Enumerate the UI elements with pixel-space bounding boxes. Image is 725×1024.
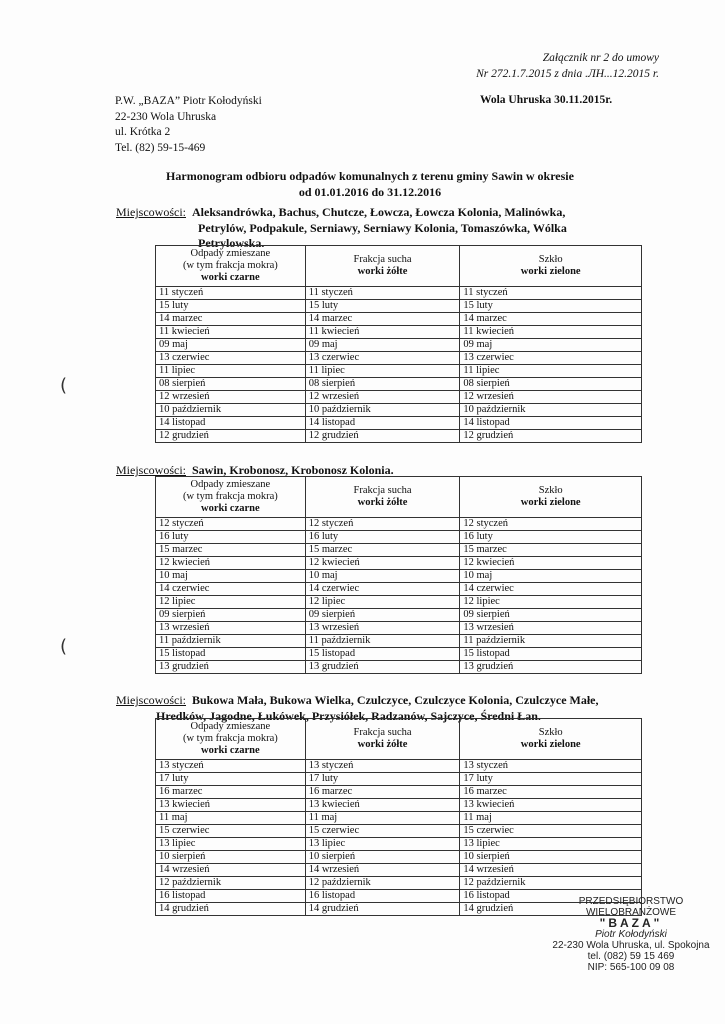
cell-dry-fraction-date: 14 listopad: [305, 417, 460, 430]
stamp-line-3: Piotr Kołodyński: [595, 929, 667, 940]
cell-glass-date: 16 luty: [460, 531, 642, 544]
table-row: [156, 300, 642, 313]
cell-mixed-waste-date: 16 marzec: [156, 786, 306, 799]
table-row: [156, 609, 642, 622]
header-mixed-waste: Odpady zmieszane (w tym frakcja mokra) worki czarne: [156, 477, 306, 518]
cell-glass-date: 14 grudzień: [460, 903, 642, 916]
cell-mixed-waste-date: 15 luty: [156, 300, 306, 313]
header-glass: Szkło worki zielone: [460, 719, 642, 760]
stamp-line-4: 22-230 Wola Uhruska, ul. Spokojna: [552, 940, 710, 951]
cell-mixed-waste-date: 14 wrzesień: [156, 864, 306, 877]
table-row: [156, 661, 642, 674]
cell-glass-date: 14 czerwiec: [460, 583, 642, 596]
locations-3-line-2: Hredków, Jagodne, Łukówek, Przysiółek, Radzanów, Sajczyce, Średni Łan.: [156, 708, 541, 723]
cell-glass-date: 08 sierpień: [460, 378, 642, 391]
cell-dry-fraction-date: 12 wrzesień: [305, 391, 460, 404]
table-row: [156, 851, 642, 864]
locations-2-line-1: Sawin, Krobonosz, Krobonosz Kolonia.: [192, 463, 394, 477]
cell-mixed-waste-date: 15 marzec: [156, 544, 306, 557]
table-header-row: [156, 719, 642, 760]
cell-glass-date: 14 marzec: [460, 313, 642, 326]
table-row: [156, 570, 642, 583]
table-row: [156, 877, 642, 890]
table-row: [156, 812, 642, 825]
cell-dry-fraction-date: 13 grudzień: [305, 661, 460, 674]
sender-street: ul. Krótka 2: [115, 126, 171, 138]
annex-line-1: Załącznik nr 2 do umowy: [542, 52, 659, 64]
cell-mixed-waste-date: 10 październik: [156, 404, 306, 417]
punch-hole-mark: (: [60, 375, 68, 396]
cell-dry-fraction-date: 12 grudzień: [305, 430, 460, 443]
cell-glass-date: 13 lipiec: [460, 838, 642, 851]
cell-dry-fraction-date: 13 lipiec: [305, 838, 460, 851]
table-row: [156, 864, 642, 877]
cell-dry-fraction-date: 16 marzec: [305, 786, 460, 799]
table-row: [156, 326, 642, 339]
cell-mixed-waste-date: 14 marzec: [156, 313, 306, 326]
cell-glass-date: 14 listopad: [460, 417, 642, 430]
cell-glass-date: 15 listopad: [460, 648, 642, 661]
cell-mixed-waste-date: 12 grudzień: [156, 430, 306, 443]
table-row: [156, 838, 642, 851]
cell-glass-date: 16 listopad: [460, 890, 642, 903]
cell-glass-date: 14 wrzesień: [460, 864, 642, 877]
title-line-1: Harmonogram odbioru odpadów komunalnych z terenu gminy Sawin w okresie: [166, 169, 574, 183]
table-row: [156, 635, 642, 648]
cell-dry-fraction-date: 10 sierpień: [305, 851, 460, 864]
table-row: [156, 544, 642, 557]
annex-reference: [476, 50, 659, 82]
cell-dry-fraction-date: 13 czerwiec: [305, 352, 460, 365]
table-row: [156, 799, 642, 812]
cell-dry-fraction-date: 11 maj: [305, 812, 460, 825]
locations-label: Miejscowości:: [116, 205, 186, 219]
cell-glass-date: 12 kwiecień: [460, 557, 642, 570]
cell-dry-fraction-date: 13 styczeń: [305, 760, 460, 773]
cell-mixed-waste-date: 12 wrzesień: [156, 391, 306, 404]
stamp-line-1: PRZEDSIĘBIORSTWO WIELOBRANŻOWE: [578, 896, 684, 918]
stamp-line-5: tel. (082) 59 15 469: [587, 951, 675, 962]
table-row: [156, 622, 642, 635]
cell-mixed-waste-date: 14 grudzień: [156, 903, 306, 916]
locations-1-line-2: Petrylów, Podpakule, Serniawy, Serniawy Kolonia, Tomaszówka, Wólka: [198, 220, 567, 235]
table-row: [156, 557, 642, 570]
cell-dry-fraction-date: 08 sierpień: [305, 378, 460, 391]
schedule-table-2: [155, 476, 642, 674]
table-row: [156, 339, 642, 352]
cell-dry-fraction-date: 10 maj: [305, 570, 460, 583]
cell-glass-date: 12 październik: [460, 877, 642, 890]
table-row: [156, 760, 642, 773]
cell-glass-date: 13 styczeń: [460, 760, 642, 773]
cell-dry-fraction-date: 14 wrzesień: [305, 864, 460, 877]
cell-mixed-waste-date: 13 kwiecień: [156, 799, 306, 812]
cell-glass-date: 17 luty: [460, 773, 642, 786]
table-row: [156, 365, 642, 378]
cell-glass-date: 12 grudzień: [460, 430, 642, 443]
cell-dry-fraction-date: 13 wrzesień: [305, 622, 460, 635]
cell-dry-fraction-date: 11 lipiec: [305, 365, 460, 378]
cell-glass-date: 09 sierpień: [460, 609, 642, 622]
table-row: [156, 583, 642, 596]
table-row: [156, 825, 642, 838]
cell-mixed-waste-date: 15 listopad: [156, 648, 306, 661]
header-mixed-waste: Odpady zmieszane (w tym frakcja mokra) worki czarne: [156, 246, 306, 287]
cell-dry-fraction-date: 14 czerwiec: [305, 583, 460, 596]
cell-glass-date: 13 grudzień: [460, 661, 642, 674]
sender-city: 22-230 Wola Uhruska: [115, 110, 217, 123]
cell-dry-fraction-date: 13 kwiecień: [305, 799, 460, 812]
cell-glass-date: 12 lipiec: [460, 596, 642, 609]
sender-address: [115, 94, 262, 156]
cell-mixed-waste-date: 12 październik: [156, 877, 306, 890]
cell-mixed-waste-date: 12 lipiec: [156, 596, 306, 609]
schedule-table-1: [155, 245, 642, 443]
cell-mixed-waste-date: 17 luty: [156, 773, 306, 786]
header-glass: Szkło worki zielone: [460, 477, 642, 518]
cell-mixed-waste-date: 13 wrzesień: [156, 622, 306, 635]
locations-3-line-1: Bukowa Mała, Bukowa Wielka, Czulczyce, Czulczyce Kolonia, Czulczyce Małe,: [192, 693, 599, 707]
cell-mixed-waste-date: 10 maj: [156, 570, 306, 583]
table-row: [156, 378, 642, 391]
cell-dry-fraction-date: 15 listopad: [305, 648, 460, 661]
cell-dry-fraction-date: 14 grudzień: [305, 903, 460, 916]
cell-glass-date: 11 październik: [460, 635, 642, 648]
document-title: [140, 168, 600, 200]
header-dry-fraction: Frakcja sucha worki żółte: [305, 719, 460, 760]
cell-dry-fraction-date: 12 lipiec: [305, 596, 460, 609]
cell-mixed-waste-date: 09 sierpień: [156, 609, 306, 622]
cell-dry-fraction-date: 12 październik: [305, 877, 460, 890]
cell-glass-date: 10 październik: [460, 404, 642, 417]
cell-dry-fraction-date: 10 październik: [305, 404, 460, 417]
locations-label: Miejscowości:: [116, 693, 186, 707]
cell-dry-fraction-date: 12 kwiecień: [305, 557, 460, 570]
cell-glass-date: 15 luty: [460, 300, 642, 313]
cell-glass-date: 11 styczeń: [460, 287, 642, 300]
company-stamp: [537, 896, 725, 973]
cell-mixed-waste-date: 15 czerwiec: [156, 825, 306, 838]
cell-dry-fraction-date: 09 maj: [305, 339, 460, 352]
cell-glass-date: 13 czerwiec: [460, 352, 642, 365]
table-row: [156, 404, 642, 417]
cell-mixed-waste-date: 13 lipiec: [156, 838, 306, 851]
cell-dry-fraction-date: 15 czerwiec: [305, 825, 460, 838]
cell-mixed-waste-date: 14 listopad: [156, 417, 306, 430]
cell-mixed-waste-date: 12 kwiecień: [156, 557, 306, 570]
cell-dry-fraction-date: 16 luty: [305, 531, 460, 544]
cell-dry-fraction-date: 12 styczeń: [305, 518, 460, 531]
cell-mixed-waste-date: 09 maj: [156, 339, 306, 352]
cell-glass-date: 11 kwiecień: [460, 326, 642, 339]
schedule-table-3: [155, 718, 642, 916]
table-row: [156, 352, 642, 365]
cell-dry-fraction-date: 17 luty: [305, 773, 460, 786]
table-row: [156, 786, 642, 799]
table-row: [156, 648, 642, 661]
cell-dry-fraction-date: 16 listopad: [305, 890, 460, 903]
table-row: [156, 430, 642, 443]
table-row: [156, 518, 642, 531]
cell-glass-date: 16 marzec: [460, 786, 642, 799]
cell-glass-date: 09 maj: [460, 339, 642, 352]
cell-mixed-waste-date: 13 grudzień: [156, 661, 306, 674]
cell-glass-date: 15 marzec: [460, 544, 642, 557]
cell-glass-date: 10 sierpień: [460, 851, 642, 864]
table-row: [156, 596, 642, 609]
cell-glass-date: 12 wrzesień: [460, 391, 642, 404]
cell-dry-fraction-date: 15 marzec: [305, 544, 460, 557]
sender-phone: Tel. (82) 59-15-469: [115, 141, 206, 154]
locations-1-line-3: Petrylowska.: [198, 236, 265, 250]
header-glass: Szkło worki zielone: [460, 246, 642, 287]
cell-glass-date: 11 maj: [460, 812, 642, 825]
cell-mixed-waste-date: 14 czerwiec: [156, 583, 306, 596]
cell-glass-date: 13 kwiecień: [460, 799, 642, 812]
cell-mixed-waste-date: 13 styczeń: [156, 760, 306, 773]
locations-label: Miejscowości:: [116, 463, 186, 477]
cell-dry-fraction-date: 15 luty: [305, 300, 460, 313]
cell-dry-fraction-date: 11 październik: [305, 635, 460, 648]
cell-mixed-waste-date: 16 luty: [156, 531, 306, 544]
cell-mixed-waste-date: 13 czerwiec: [156, 352, 306, 365]
cell-glass-date: 13 wrzesień: [460, 622, 642, 635]
cell-mixed-waste-date: 12 styczeń: [156, 518, 306, 531]
cell-glass-date: 12 styczeń: [460, 518, 642, 531]
table-row: [156, 773, 642, 786]
table-row: [156, 287, 642, 300]
cell-glass-date: 10 maj: [460, 570, 642, 583]
stamp-line-2: "BAZA": [599, 916, 663, 930]
stamp-line-6: NIP: 565-100 09 08: [587, 962, 675, 973]
locations-1-line-1: Aleksandrówka, Bachus, Chutcze, Łowcza, Łowcza Kolonia, Malinówka,: [192, 205, 566, 219]
sender-name: P.W. „BAZA” Piotr Kołodyński: [115, 95, 262, 107]
table-row: [156, 313, 642, 326]
header-dry-fraction: Frakcja sucha worki żółte: [305, 246, 460, 287]
cell-glass-date: 15 czerwiec: [460, 825, 642, 838]
cell-mixed-waste-date: 16 listopad: [156, 890, 306, 903]
annex-line-2: Nr 272.1.7.2015 z dnia .ЛН...12.2015 r.: [476, 68, 659, 80]
cell-mixed-waste-date: 10 sierpień: [156, 851, 306, 864]
cell-dry-fraction-date: 11 kwiecień: [305, 326, 460, 339]
place-and-date: Wola Uhruska 30.11.2015r.: [480, 94, 613, 106]
table-row: [156, 417, 642, 430]
cell-mixed-waste-date: 11 styczeń: [156, 287, 306, 300]
table-row: [156, 531, 642, 544]
cell-mixed-waste-date: 08 sierpień: [156, 378, 306, 391]
cell-dry-fraction-date: 09 sierpień: [305, 609, 460, 622]
cell-mixed-waste-date: 11 lipiec: [156, 365, 306, 378]
header-mixed-waste: Odpady zmieszane (w tym frakcja mokra) worki czarne: [156, 719, 306, 760]
cell-mixed-waste-date: 11 kwiecień: [156, 326, 306, 339]
cell-glass-date: 11 lipiec: [460, 365, 642, 378]
punch-hole-mark: (: [60, 636, 68, 657]
table-row: [156, 391, 642, 404]
table-header-row: [156, 246, 642, 287]
title-line-2: od 01.01.2016 do 31.12.2016: [298, 185, 442, 199]
cell-mixed-waste-date: 11 maj: [156, 812, 306, 825]
cell-mixed-waste-date: 11 październik: [156, 635, 306, 648]
header-dry-fraction: Frakcja sucha worki żółte: [305, 477, 460, 518]
cell-dry-fraction-date: 11 styczeń: [305, 287, 460, 300]
table-header-row: [156, 477, 642, 518]
cell-dry-fraction-date: 14 marzec: [305, 313, 460, 326]
